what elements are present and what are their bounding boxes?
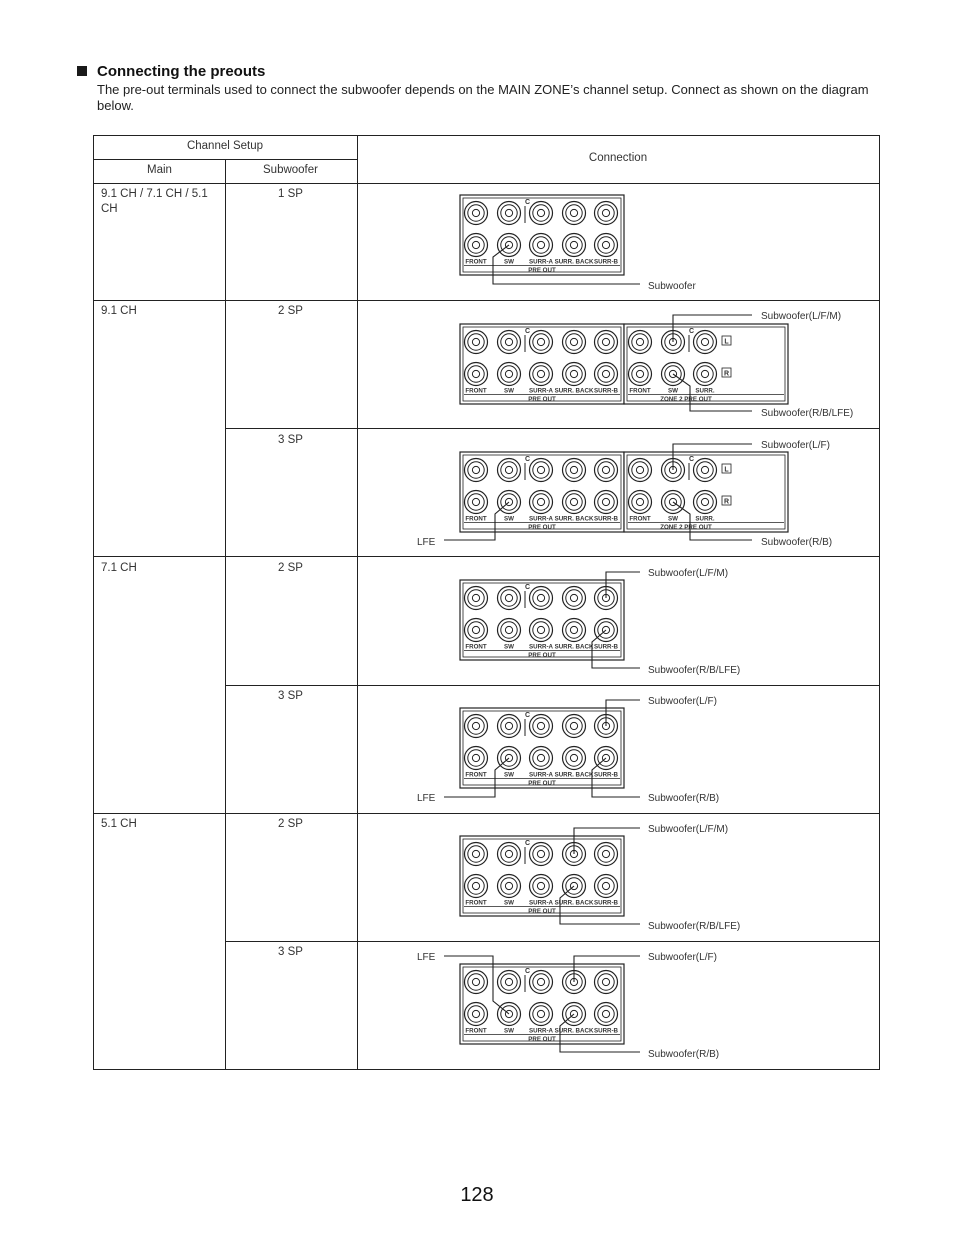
header-channel-setup: Channel Setup — [186, 140, 264, 152]
r2m-label-0: FRONT — [465, 387, 487, 395]
r4-label-lfm: Subwoofer(L/F/M) — [648, 568, 729, 579]
r1-label-3: SURR. BACK — [554, 258, 594, 266]
r5-label-3: SURR. BACK — [554, 771, 594, 779]
r3m-label-3: SURR. BACK — [554, 515, 594, 523]
r7-label-lf: Subwoofer(L/F) — [648, 952, 717, 963]
r6-label-2: SURR-A — [528, 899, 554, 907]
r1-label-4: SURR-B — [593, 258, 619, 266]
r1-label-0: FRONT — [465, 258, 487, 266]
r2z-l-mark: L — [724, 338, 729, 346]
r4-label-3: SURR. BACK — [554, 643, 594, 651]
r2-label-rblfe: Subwoofer(R/B/LFE) — [761, 408, 854, 419]
r5-pre-out-label: PRE OUT — [528, 780, 556, 787]
row6-main: 5.1 CH — [101, 818, 137, 830]
r6-label-rblfe: Subwoofer(R/B/LFE) — [648, 921, 741, 932]
r6-center-mark: C — [525, 840, 531, 847]
r5-label-2: SURR-A — [528, 771, 554, 779]
r3z-center-mark: C — [689, 456, 695, 463]
r4-pre-out-label: PRE OUT — [528, 652, 556, 659]
r2z-r-mark: R — [723, 370, 730, 378]
section-intro: The pre-out terminals used to connect the subwoofer depends on the MAIN ZONE’s channel setup. Connect as shown on the diagram below. — [97, 82, 869, 113]
r1-label-subwoofer: Subwoofer — [648, 281, 696, 292]
row2-main: 9.1 CH — [101, 305, 137, 317]
r5-label-lf: Subwoofer(L/F) — [648, 696, 717, 707]
r2z-center-mark: C — [689, 328, 695, 335]
row1-main: 9.1 CH / 7.1 CH / 5.1 CH — [101, 188, 208, 215]
r2z-label-0: FRONT — [629, 387, 651, 395]
section-title: Connecting the preouts — [97, 63, 266, 80]
r3z-l-mark: L — [724, 466, 729, 474]
r4-label-0: FRONT — [465, 643, 487, 651]
r7-label-0: FRONT — [465, 1027, 487, 1035]
r7-label-rb: Subwoofer(R/B) — [648, 1049, 720, 1060]
r1-center-mark: C — [525, 199, 531, 206]
r6-label-3: SURR. BACK — [554, 899, 594, 907]
r2z-pre-out-label: ZONE 2 PRE OUT — [660, 396, 712, 403]
r6-pre-out-label: PRE OUT — [528, 908, 556, 915]
r3m-center-mark: C — [525, 456, 531, 463]
r7-center-mark: C — [525, 968, 531, 975]
r3z-label-2: SURR. — [695, 515, 715, 523]
r3-label-rb: Subwoofer(R/B) — [761, 537, 833, 548]
r2m-pre-out-label: PRE OUT — [528, 396, 556, 403]
r5-label-lfe: LFE — [417, 793, 436, 804]
r3m-label-0: FRONT — [465, 515, 487, 523]
r5-label-rb: Subwoofer(R/B) — [648, 793, 720, 804]
r1-label-2: SURR-A — [528, 258, 554, 266]
r4-label-1: SW — [504, 643, 514, 651]
r5-center-mark: C — [525, 712, 531, 719]
r4-label-rblfe: Subwoofer(R/B/LFE) — [648, 665, 741, 676]
r2m-label-2: SURR-A — [528, 387, 554, 395]
r2m-label-4: SURR-B — [593, 387, 619, 395]
r2m-label-3: SURR. BACK — [554, 387, 594, 395]
r3z-r-mark: R — [723, 498, 730, 506]
r3m-label-2: SURR-A — [528, 515, 554, 523]
r7-label-1: SW — [504, 1027, 514, 1035]
r3z-pre-out-label: ZONE 2 PRE OUT — [660, 524, 712, 531]
row1-subwoofer: 1 SP — [278, 188, 303, 200]
row2-subwoofer: 2 SP — [278, 305, 303, 317]
header-connection: Connection — [588, 152, 648, 164]
r2-label-lfm: Subwoofer(L/F/M) — [761, 311, 842, 322]
r2z-label-1: SW — [668, 387, 678, 395]
row4-main: 7.1 CH — [101, 562, 137, 574]
r3m-pre-out-label: PRE OUT — [528, 524, 556, 531]
r7-label-4: SURR-B — [593, 1027, 619, 1035]
row3-subwoofer: 3 SP — [278, 434, 303, 446]
r5-label-4: SURR-B — [593, 771, 619, 779]
row4-subwoofer: 2 SP — [278, 562, 303, 574]
row6-subwoofer: 2 SP — [278, 818, 303, 830]
r7-label-3: SURR. BACK — [554, 1027, 594, 1035]
r3z-label-1: SW — [668, 515, 678, 523]
r7-label-2: SURR-A — [528, 1027, 554, 1035]
r3-label-lfe: LFE — [417, 537, 436, 548]
r7-label-lfe: LFE — [417, 952, 436, 963]
r4-center-mark: C — [525, 584, 531, 591]
row5-subwoofer: 3 SP — [278, 690, 303, 702]
r3m-label-1: SW — [504, 515, 514, 523]
r4-label-2: SURR-A — [528, 643, 554, 651]
page-number: 128 — [460, 1184, 494, 1206]
r5-label-0: FRONT — [465, 771, 487, 779]
r2m-label-1: SW — [504, 387, 514, 395]
r2m-center-mark: C — [525, 328, 531, 335]
r1-pre-out-label: PRE OUT — [528, 267, 556, 274]
r6-label-lfm: Subwoofer(L/F/M) — [648, 824, 729, 835]
r1-label-1: SW — [504, 258, 514, 266]
header-subwoofer: Subwoofer — [263, 164, 318, 176]
row7-subwoofer: 3 SP — [278, 946, 303, 958]
r7-pre-out-label: PRE OUT — [528, 1036, 556, 1043]
r5-label-1: SW — [504, 771, 514, 779]
r3-label-lf: Subwoofer(L/F) — [761, 440, 830, 451]
r6-label-1: SW — [504, 899, 514, 907]
r6-label-0: FRONT — [465, 899, 487, 907]
r2z-label-2: SURR. — [695, 387, 715, 395]
r4-label-4: SURR-B — [593, 643, 619, 651]
r3z-label-0: FRONT — [629, 515, 651, 523]
r6-label-4: SURR-B — [593, 899, 619, 907]
header-main: Main — [147, 164, 172, 176]
r3m-label-4: SURR-B — [593, 515, 619, 523]
